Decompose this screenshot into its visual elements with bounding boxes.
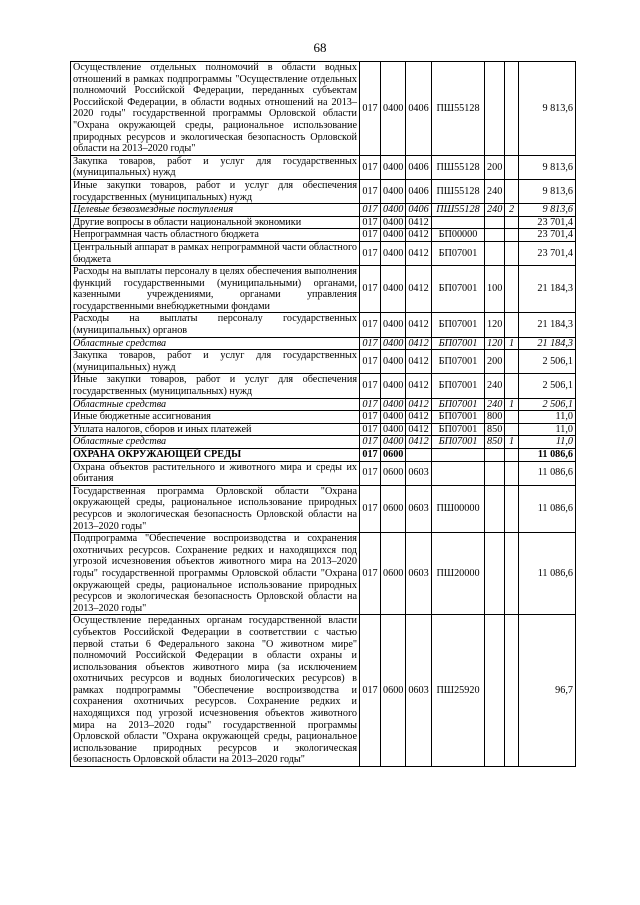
funding-source-cell bbox=[505, 62, 519, 156]
section-code-cell: 0600 bbox=[381, 449, 406, 462]
department-code-cell: 017 bbox=[360, 485, 381, 532]
table-row bbox=[71, 337, 576, 350]
expense-type-code-cell bbox=[485, 62, 505, 156]
funding-source-cell bbox=[505, 461, 519, 485]
target-item-code-cell bbox=[432, 461, 485, 485]
funding-source-cell bbox=[505, 485, 519, 532]
target-item-code-cell: БП07001 bbox=[432, 374, 485, 398]
funding-source-cell: 1 bbox=[505, 398, 519, 411]
expense-type-code-cell: 800 bbox=[485, 411, 505, 424]
target-item-code-cell: БП07001 bbox=[432, 411, 485, 424]
funding-source-cell bbox=[505, 374, 519, 398]
target-item-code-cell: ПШ55128 bbox=[432, 204, 485, 217]
table-row bbox=[71, 350, 576, 374]
target-item-code-cell: ПШ55128 bbox=[432, 179, 485, 203]
subsection-code-cell: 0412 bbox=[406, 216, 432, 229]
department-code-cell: 017 bbox=[360, 337, 381, 350]
amount-cell: 23 701,4 bbox=[519, 229, 576, 242]
subsection-code-cell: 0406 bbox=[406, 204, 432, 217]
expense-type-code-cell bbox=[485, 615, 505, 767]
expense-type-code-cell: 240 bbox=[485, 374, 505, 398]
amount-cell: 23 701,4 bbox=[519, 241, 576, 265]
expense-name-cell: Иные закупки товаров, работ и услуг для обеспечения государственных (муниципальных) нужд bbox=[71, 374, 360, 398]
section-code-cell: 0600 bbox=[381, 461, 406, 485]
department-code-cell: 017 bbox=[360, 313, 381, 337]
expense-name-cell: Охрана объектов растительного и животного мира и среды их обитания bbox=[71, 461, 360, 485]
target-item-code-cell bbox=[432, 449, 485, 462]
target-item-code-cell: ПШ20000 bbox=[432, 533, 485, 615]
expense-type-code-cell: 850 bbox=[485, 436, 505, 449]
subsection-code-cell: 0603 bbox=[406, 485, 432, 532]
expense-name-cell: Осуществление отдельных полномочий в области водных отношений в рамках подпрограммы "Осуществление отдельных полномочий Российской Федерации, переданных субъектам Российской Федерации, в области водных отношений на 2013–2020 годы" государственной программы Орловской области "Охрана окружающей среды, рациональное использование природных ресурсов и экологическая безопасность Орловской области на 2013–2020 годы" bbox=[71, 62, 360, 156]
subsection-code-cell: 0412 bbox=[406, 266, 432, 313]
subsection-code-cell bbox=[406, 449, 432, 462]
table-row bbox=[71, 62, 576, 156]
target-item-code-cell: ПШ55128 bbox=[432, 62, 485, 156]
funding-source-cell: 1 bbox=[505, 436, 519, 449]
table-row bbox=[71, 313, 576, 337]
funding-source-cell: 2 bbox=[505, 204, 519, 217]
budget-table bbox=[70, 61, 576, 767]
amount-cell: 11 086,6 bbox=[519, 461, 576, 485]
section-code-cell: 0400 bbox=[381, 241, 406, 265]
table-row bbox=[71, 615, 576, 767]
expense-name-cell: Целевые безвозмездные поступления bbox=[71, 204, 360, 217]
expense-type-code-cell bbox=[485, 485, 505, 532]
section-code-cell: 0400 bbox=[381, 155, 406, 179]
expense-type-code-cell: 240 bbox=[485, 204, 505, 217]
table-row bbox=[71, 229, 576, 242]
expense-name-cell: Осуществление переданных органам государственной власти субъектов Российской Федерации в соответствии с частью первой статьи 6 Федерального закона "О животном мире" полномочий Российской Федерации в области охраны и использования объектов животного мира (за исключением охотничьих ресурсов и водных биологических ресурсов) в рамках подпрограммы "Обеспечение воспроизводства и сохранения охотничьих ресурсов. Сохранение редких и находящихся под угрозой исчезновения объектов животного мира на 2013–2020 годы" государственной программы Орловской области "Охрана окружающей среды, рациональное использование природных ресурсов и экологическая безопасность Орловской области на 2013–2020 годы" bbox=[71, 615, 360, 767]
expense-name-cell: Уплата налогов, сборов и иных платежей bbox=[71, 423, 360, 436]
section-code-cell: 0400 bbox=[381, 313, 406, 337]
subsection-code-cell: 0412 bbox=[406, 337, 432, 350]
subsection-code-cell: 0412 bbox=[406, 398, 432, 411]
department-code-cell: 017 bbox=[360, 229, 381, 242]
section-code-cell: 0400 bbox=[381, 374, 406, 398]
expense-name-cell: Расходы на выплаты персоналу государственных (муниципальных) органов bbox=[71, 313, 360, 337]
expense-name-cell: Подпрограмма "Обеспечение воспроизводства и сохранения охотничьих ресурсов. Сохранение редких и находящихся под угрозой исчезновения объектов животного мира на 2013–2020 годы" государственной программы Орловской области "Охрана окружающей среды, рациональное использование природных ресурсов и экологическая безопасность Орловской области на 2013–2020 годы" bbox=[71, 533, 360, 615]
amount-cell: 11,0 bbox=[519, 411, 576, 424]
section-code-cell: 0600 bbox=[381, 533, 406, 615]
funding-source-cell bbox=[505, 313, 519, 337]
section-code-cell: 0400 bbox=[381, 216, 406, 229]
amount-cell: 96,7 bbox=[519, 615, 576, 767]
subsection-code-cell: 0406 bbox=[406, 155, 432, 179]
section-code-cell: 0400 bbox=[381, 423, 406, 436]
table-row bbox=[71, 423, 576, 436]
expense-name-cell: Закупка товаров, работ и услуг для государственных (муниципальных) нужд bbox=[71, 350, 360, 374]
section-code-cell: 0400 bbox=[381, 411, 406, 424]
expense-type-code-cell: 120 bbox=[485, 313, 505, 337]
target-item-code-cell: БП07001 bbox=[432, 266, 485, 313]
expense-name-cell: Закупка товаров, работ и услуг для государственных (муниципальных) нужд bbox=[71, 155, 360, 179]
expense-type-code-cell bbox=[485, 461, 505, 485]
subsection-code-cell: 0412 bbox=[406, 436, 432, 449]
amount-cell: 23 701,4 bbox=[519, 216, 576, 229]
target-item-code-cell: БП07001 bbox=[432, 423, 485, 436]
target-item-code-cell: БП00000 bbox=[432, 229, 485, 242]
target-item-code-cell: БП07001 bbox=[432, 398, 485, 411]
funding-source-cell bbox=[505, 423, 519, 436]
subsection-code-cell: 0406 bbox=[406, 62, 432, 156]
section-code-cell: 0400 bbox=[381, 436, 406, 449]
department-code-cell: 017 bbox=[360, 615, 381, 767]
expense-name-cell: Другие вопросы в области национальной экономики bbox=[71, 216, 360, 229]
section-code-cell: 0400 bbox=[381, 62, 406, 156]
section-code-cell: 0400 bbox=[381, 266, 406, 313]
subsection-code-cell: 0412 bbox=[406, 229, 432, 242]
funding-source-cell bbox=[505, 411, 519, 424]
table-row bbox=[71, 436, 576, 449]
funding-source-cell bbox=[505, 533, 519, 615]
department-code-cell: 017 bbox=[360, 423, 381, 436]
funding-source-cell bbox=[505, 241, 519, 265]
target-item-code-cell: БП07001 bbox=[432, 337, 485, 350]
table-row bbox=[71, 485, 576, 532]
section-code-cell: 0600 bbox=[381, 485, 406, 532]
amount-cell: 9 813,6 bbox=[519, 62, 576, 156]
amount-cell: 2 506,1 bbox=[519, 398, 576, 411]
expense-type-code-cell: 850 bbox=[485, 423, 505, 436]
department-code-cell: 017 bbox=[360, 62, 381, 156]
amount-cell: 9 813,6 bbox=[519, 204, 576, 217]
section-code-cell: 0400 bbox=[381, 337, 406, 350]
department-code-cell: 017 bbox=[360, 204, 381, 217]
funding-source-cell bbox=[505, 216, 519, 229]
section-code-cell: 0400 bbox=[381, 229, 406, 242]
target-item-code-cell: БП07001 bbox=[432, 350, 485, 374]
target-item-code-cell bbox=[432, 216, 485, 229]
subsection-code-cell: 0412 bbox=[406, 313, 432, 337]
funding-source-cell bbox=[505, 350, 519, 374]
budget-table-body bbox=[71, 62, 576, 767]
subsection-code-cell: 0603 bbox=[406, 615, 432, 767]
target-item-code-cell: БП07001 bbox=[432, 436, 485, 449]
subsection-code-cell: 0603 bbox=[406, 533, 432, 615]
section-code-cell: 0400 bbox=[381, 204, 406, 217]
amount-cell: 11 086,6 bbox=[519, 449, 576, 462]
funding-source-cell bbox=[505, 155, 519, 179]
expense-name-cell: Государственная программа Орловской области "Охрана окружающей среды, рациональное использование природных ресурсов и экологическая безопасность Орловской области на 2013–2020 годы" bbox=[71, 485, 360, 532]
subsection-code-cell: 0412 bbox=[406, 241, 432, 265]
expense-type-code-cell: 120 bbox=[485, 337, 505, 350]
expense-name-cell: Иные закупки товаров, работ и услуг для обеспечения государственных (муниципальных) нужд bbox=[71, 179, 360, 203]
expense-name-cell: Областные средства bbox=[71, 337, 360, 350]
section-code-cell: 0600 bbox=[381, 615, 406, 767]
table-row bbox=[71, 533, 576, 615]
expense-type-code-cell: 200 bbox=[485, 155, 505, 179]
department-code-cell: 017 bbox=[360, 266, 381, 313]
expense-type-code-cell: 200 bbox=[485, 350, 505, 374]
department-code-cell: 017 bbox=[360, 350, 381, 374]
expense-name-cell: Непрограммная часть областного бюджета bbox=[71, 229, 360, 242]
department-code-cell: 017 bbox=[360, 411, 381, 424]
amount-cell: 21 184,3 bbox=[519, 266, 576, 313]
expense-type-code-cell bbox=[485, 533, 505, 615]
department-code-cell: 017 bbox=[360, 216, 381, 229]
table-row bbox=[71, 411, 576, 424]
table-row bbox=[71, 398, 576, 411]
amount-cell: 2 506,1 bbox=[519, 374, 576, 398]
expense-name-cell: ОХРАНА ОКРУЖАЮЩЕЙ СРЕДЫ bbox=[71, 449, 360, 462]
subsection-code-cell: 0412 bbox=[406, 350, 432, 374]
table-row bbox=[71, 241, 576, 265]
expense-type-code-cell bbox=[485, 241, 505, 265]
expense-type-code-cell: 240 bbox=[485, 398, 505, 411]
amount-cell: 11 086,6 bbox=[519, 485, 576, 532]
expense-name-cell: Центральный аппарат в рамках непрограммной части областного бюджета bbox=[71, 241, 360, 265]
table-row bbox=[71, 204, 576, 217]
expense-name-cell: Областные средства bbox=[71, 436, 360, 449]
target-item-code-cell: БП07001 bbox=[432, 313, 485, 337]
funding-source-cell bbox=[505, 179, 519, 203]
expense-name-cell: Областные средства bbox=[71, 398, 360, 411]
amount-cell: 11,0 bbox=[519, 423, 576, 436]
table-row bbox=[71, 266, 576, 313]
table-row bbox=[71, 374, 576, 398]
department-code-cell: 017 bbox=[360, 374, 381, 398]
expense-type-code-cell bbox=[485, 449, 505, 462]
amount-cell: 9 813,6 bbox=[519, 179, 576, 203]
expense-type-code-cell bbox=[485, 216, 505, 229]
department-code-cell: 017 bbox=[360, 179, 381, 203]
section-code-cell: 0400 bbox=[381, 350, 406, 374]
expense-name-cell: Расходы на выплаты персоналу в целях обеспечения выполнения функций государственными (муниципальными) органами, казенными учреждениями, органами управления государственными внебюджетными фондами bbox=[71, 266, 360, 313]
subsection-code-cell: 0412 bbox=[406, 374, 432, 398]
funding-source-cell bbox=[505, 266, 519, 313]
target-item-code-cell: ПШ55128 bbox=[432, 155, 485, 179]
department-code-cell: 017 bbox=[360, 241, 381, 265]
funding-source-cell bbox=[505, 449, 519, 462]
expense-type-code-cell: 100 bbox=[485, 266, 505, 313]
section-code-cell: 0400 bbox=[381, 398, 406, 411]
department-code-cell: 017 bbox=[360, 533, 381, 615]
target-item-code-cell: БП07001 bbox=[432, 241, 485, 265]
amount-cell: 2 506,1 bbox=[519, 350, 576, 374]
amount-cell: 21 184,3 bbox=[519, 337, 576, 350]
amount-cell: 21 184,3 bbox=[519, 313, 576, 337]
amount-cell: 11,0 bbox=[519, 436, 576, 449]
department-code-cell: 017 bbox=[360, 398, 381, 411]
page-number: 68 bbox=[313, 40, 327, 55]
table-row bbox=[71, 216, 576, 229]
department-code-cell: 017 bbox=[360, 449, 381, 462]
expense-type-code-cell bbox=[485, 229, 505, 242]
subsection-code-cell: 0412 bbox=[406, 423, 432, 436]
subsection-code-cell: 0603 bbox=[406, 461, 432, 485]
department-code-cell: 017 bbox=[360, 155, 381, 179]
expense-type-code-cell: 240 bbox=[485, 179, 505, 203]
funding-source-cell: 1 bbox=[505, 337, 519, 350]
target-item-code-cell: ПШ00000 bbox=[432, 485, 485, 532]
amount-cell: 9 813,6 bbox=[519, 155, 576, 179]
table-row bbox=[71, 155, 576, 179]
table-row bbox=[71, 179, 576, 203]
amount-cell: 11 086,6 bbox=[519, 533, 576, 615]
table-row bbox=[71, 461, 576, 485]
target-item-code-cell: ПШ25920 bbox=[432, 615, 485, 767]
department-code-cell: 017 bbox=[360, 436, 381, 449]
funding-source-cell bbox=[505, 615, 519, 767]
subsection-code-cell: 0412 bbox=[406, 411, 432, 424]
expense-name-cell: Иные бюджетные ассигнования bbox=[71, 411, 360, 424]
table-row bbox=[71, 449, 576, 462]
department-code-cell: 017 bbox=[360, 461, 381, 485]
section-code-cell: 0400 bbox=[381, 179, 406, 203]
subsection-code-cell: 0406 bbox=[406, 179, 432, 203]
funding-source-cell bbox=[505, 229, 519, 242]
